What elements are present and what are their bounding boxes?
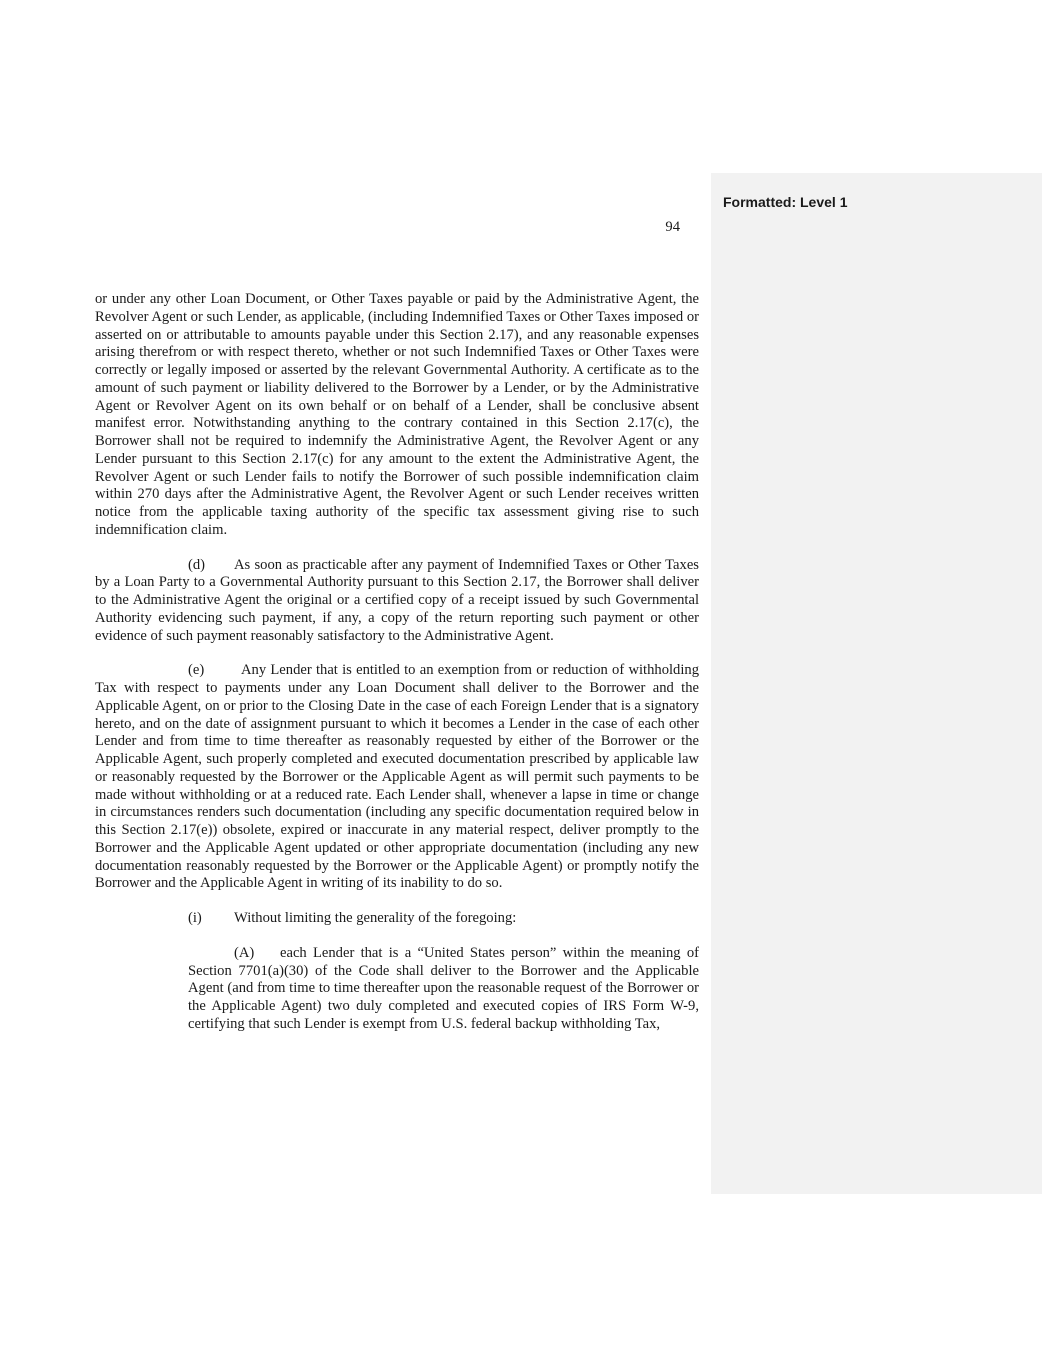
paragraph-d-label: (d) (188, 556, 206, 573)
comment-pane-title: Formatted: Level 1 (723, 194, 848, 210)
subparagraph-a (188, 945, 699, 1034)
paragraph-d (95, 557, 699, 646)
paragraph-e-text: Any Lender that is entitled to an exemption from or reduction of withholding Tax with respect to payments under any Loan Document shall deliver to the Borrower and the Applicable Agent, on or prior to the Closing Date in the case of each Foreign Lender that is a signatory hereto, and on the date of assignment pursuant to which it becomes a Lender in the case of each other Lender and from time to time thereafter as reasonably requested by either of the Borrower or the Applicable Agent, such properly completed and executed documentation prescribed by applicable law or reasonably requested by the Borrower or the Applicable Agent as will permit such payments to be made without withholding or at a reduced rate. Each Lender shall, whenever a lapse in time or change in circumstances renders such documentation (including any specific documentation required below in this Section 2.17(e)) obsolete, expired or inaccurate in any material respect, deliver promptly to the Borrower and the Applicable Agent updated or other appropriate documentation (including any new documentation reasonably requested by the Borrower or the Applicable Agent) or promptly notify the Borrower and the Applicable Agent in writing of its inability to do so. (95, 662, 699, 892)
subparagraph-a-label: (A) (234, 944, 255, 961)
paragraph-e-label: (e) (188, 662, 205, 679)
subparagraph-a-text: each Lender that is a “United States person” within the meaning of Section 7701(a)(30) of the Code shall deliver to the Borrower and the Applicable Agent (and from time to time thereafter upon the reasonable request of the Borrower or the Applicable Agent) two duly completed and executed copies of IRS Form W-9, certifying that such Lender is exempt from U.S. federal backup withholding Tax, (188, 944, 699, 1032)
paragraph-d-text: As soon as practicable after any payment of Indemnified Taxes or Other Taxes by a Loan Party to a Governmental Authority pursuant to this Section 2.17, the Borrower shall deliver to the Administrative Agent the original or a certified copy of a receipt issued by such Governmental Authority evidencing such payment, if any, a copy of the return reporting such payment or other evidence of such payment reasonably satisfactory to the Administrative Agent. (95, 556, 699, 644)
page-body (95, 291, 699, 1034)
paragraph-continuation: or under any other Loan Document, or Other Taxes payable or paid by the Administrative Agent, the Revolver Agent or such Lender, as applicable, (including Indemnified Taxes or Other Taxes imposed or asserted on or attributable to amounts payable under this Section 2.17), and any reasonable expenses arising therefrom or with respect thereto, whether or not such Indemnified Taxes or Other Taxes were correctly or legally imposed or asserted by the relevant Governmental Authority. A certificate as to the amount of such payment or liability delivered to the Borrower by a Lender, or by the Administrative Agent or Revolver Agent on its own behalf or on behalf of a Lender, shall be conclusive absent manifest error. Notwithstanding anything to the contrary contained in this Section 2.17(c), the Borrower shall not be required to indemnify the Administrative Agent, the Revolver Agent or any Lender pursuant to this Section 2.17(c) for any amount to the extent the Administrative Agent, the Revolver Agent or such Lender fails to notify the Borrower of such possible indemnification claim within 270 days after the Administrative Agent, the Revolver Agent or such Lender receives written notice from the applicable taxing authority of the specific tax assessment giving rise to such indemnification claim. (95, 291, 699, 538)
comment-pane (711, 173, 1042, 1194)
page-number: 94 (665, 219, 680, 235)
subparagraph-i-text: Without limiting the generality of the foregoing: (234, 910, 517, 926)
paragraph-e (95, 662, 699, 893)
subparagraph-i-label: (i) (188, 910, 202, 926)
subparagraph-i (188, 910, 699, 928)
